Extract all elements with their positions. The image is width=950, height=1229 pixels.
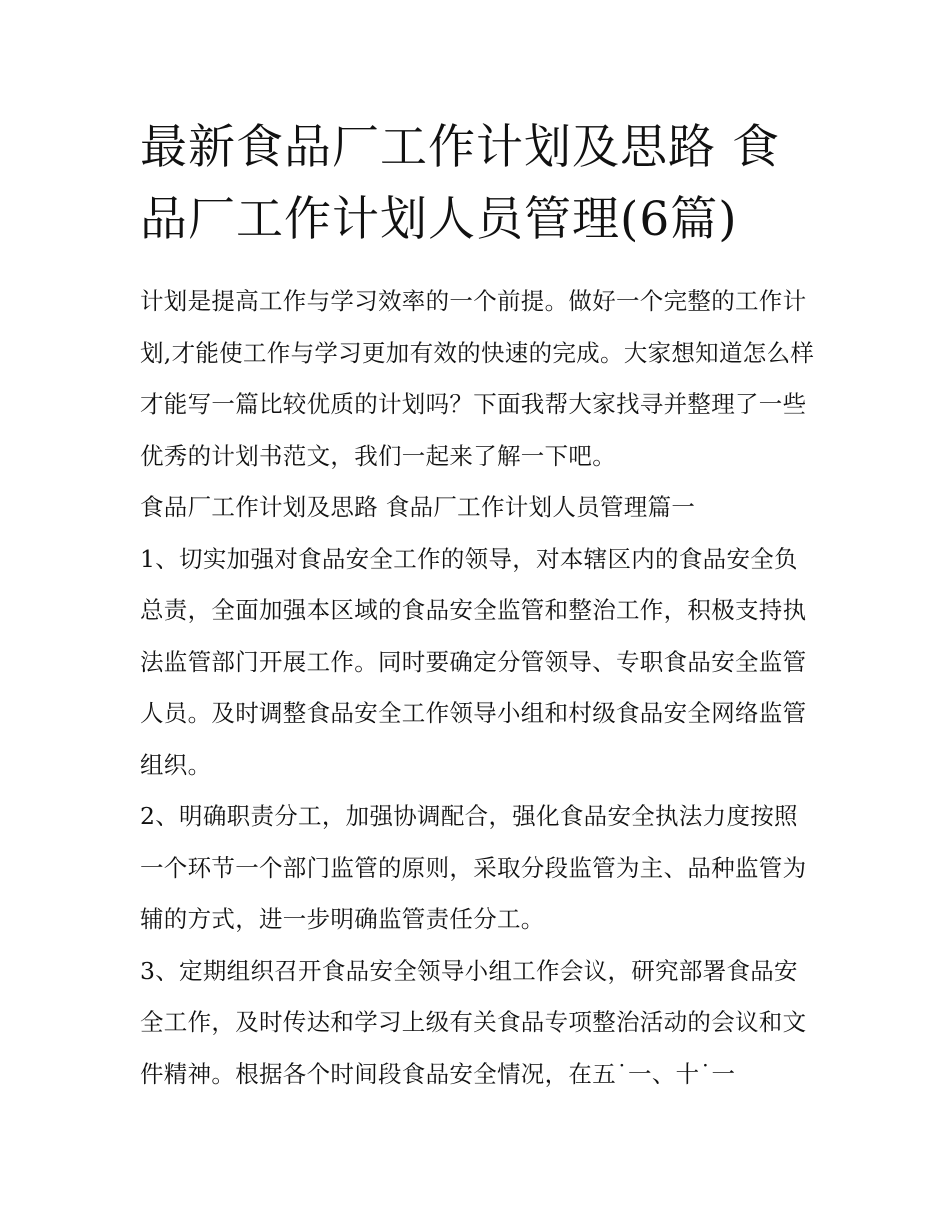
- body-paragraph: 2、明确职责分工，加强协调配合，强化食品安全执法力度按照一个环节一个部门监管的原则，采取分段监管为主、品种监管为辅的方式，进一步明确监管责任分工。: [140, 802, 807, 933]
- section-heading: 食品厂工作计划及思路 食品厂工作计划人员管理篇一: [140, 493, 696, 521]
- document-title: 最新食品厂工作计划及思路 食品厂工作计划人员管理(6篇): [140, 120, 780, 247]
- body-paragraph: 3、定期组织召开食品安全领导小组工作会议，研究部署食品安全工作，及时传达和学习上级有关食品专项整治活动的会议和文件精神。根据各个时间段食品安全情况，在五˙一、十˙一: [140, 956, 807, 1088]
- document-body: [140, 276, 820, 1100]
- body-paragraph: 1、切实加强对食品安全工作的领导，对本辖区内的食品安全负总责，全面加强本区域的食品安全监管和整治工作，积极支持执法监管部门开展工作。同时要确定分管领导、专职食品安全监管人员。及时调整食品安全工作领导小组和村级食品安全网络监管组织。: [140, 544, 807, 779]
- intro-paragraph: 计划是提高工作与学习效率的一个前提。做好一个完整的工作计划,才能使工作与学习更加有效的快速的完成。大家想知道怎么样才能写一篇比较优质的计划吗？下面我帮大家找寻并整理了一些优秀的计划书范文，我们一起来了解一下吧。: [140, 287, 815, 470]
